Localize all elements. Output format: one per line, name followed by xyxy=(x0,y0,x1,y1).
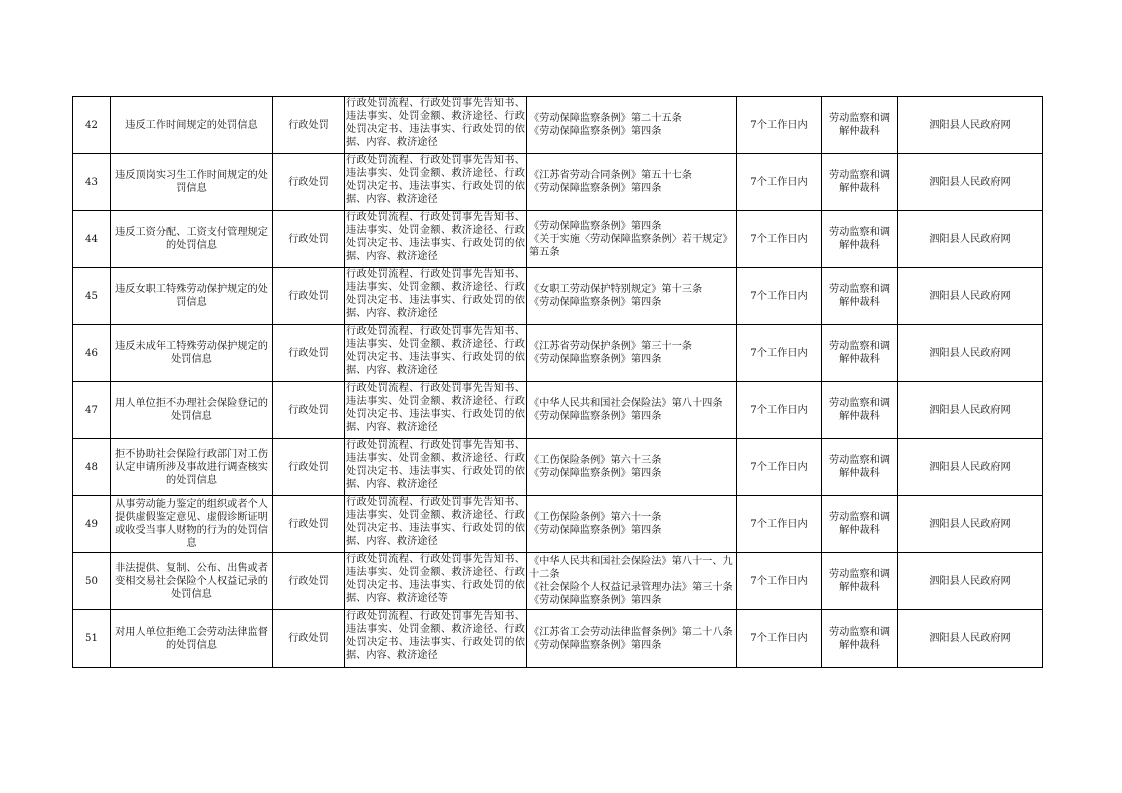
legal-basis-line: 《女职工劳动保护特别规定》第十三条 xyxy=(529,284,703,295)
disclosure-content-text: 行政处罚流程、行政处罚事先告知书、违法事实、处罚金额、救济途径、行政处罚决定书、违法事实、行政处罚的依据、内容、救济途径 xyxy=(346,497,525,547)
item-name-cell: 违反工资分配、工资支付管理规定的处罚信息 xyxy=(111,211,273,268)
time-limit-cell: 7个工作日内 xyxy=(737,325,822,382)
department-cell: 劳动监察和调解仲裁科 xyxy=(822,610,898,668)
disclosure-content-cell xyxy=(345,496,527,553)
legal-basis-line: 《江苏省劳动合同条例》第五十七条 xyxy=(529,170,692,181)
disclosure-content-text: 行政处罚流程、行政处罚事先告知书、违法事实、处罚金额、救济途径、行政处罚决定书、违法事实、行政处罚的依据、内容、救济途径 xyxy=(346,383,525,433)
department-cell: 劳动监察和调解仲裁科 xyxy=(822,97,898,154)
disclosure-content-cell xyxy=(345,268,527,325)
legal-basis-line: 《劳动保障监察条例》第四条 xyxy=(529,126,662,137)
legal-basis-line: 《中华人民共和国社会保险法》第八十一、九十二条 xyxy=(529,556,733,580)
time-limit-cell: 7个工作日内 xyxy=(737,553,822,610)
item-type-cell: 行政处罚 xyxy=(273,325,345,382)
legal-basis-cell xyxy=(527,97,737,154)
legal-basis-cell xyxy=(527,382,737,439)
disclosure-content-cell xyxy=(345,382,527,439)
time-limit-cell: 7个工作日内 xyxy=(737,439,822,496)
time-limit-cell: 7个工作日内 xyxy=(737,496,822,553)
disclosure-content-text: 行政处罚流程、行政处罚事先告知书、违法事实、处罚金额、救济途径、行政处罚决定书、违法事实、行政处罚的依据、内容、救济途径 xyxy=(346,269,525,319)
channel-cell: 泗阳县人民政府网 xyxy=(898,382,1043,439)
table-row xyxy=(73,268,1043,325)
item-type-cell: 行政处罚 xyxy=(273,610,345,668)
row-number-cell: 44 xyxy=(73,211,111,268)
table-row xyxy=(73,211,1043,268)
disclosure-content-text: 行政处罚流程、行政处罚事先告知书、违法事实、处罚金额、救济途径、行政处罚决定书、违法事实、行政处罚的依据、内容、救济途径 xyxy=(346,611,525,661)
channel-cell: 泗阳县人民政府网 xyxy=(898,496,1043,553)
department-cell: 劳动监察和调解仲裁科 xyxy=(822,382,898,439)
legal-basis-cell xyxy=(527,154,737,211)
legal-basis-line: 《江苏省工会劳动法律监督条例》第二十八条 xyxy=(529,626,733,638)
row-number-cell: 51 xyxy=(73,610,111,668)
item-name-cell: 拒不协助社会保险行政部门对工伤认定申请所涉及事故进行调查核实的处罚信息 xyxy=(111,439,273,496)
row-number-cell: 43 xyxy=(73,154,111,211)
item-name-cell: 用人单位拒不办理社会保险登记的处罚信息 xyxy=(111,382,273,439)
disclosure-content-text: 行政处罚流程、行政处罚事先告知书、违法事实、处罚金额、救济途径、行政处罚决定书、违法事实、行政处罚的依据、内容、救济途径 xyxy=(346,155,525,205)
department-cell: 劳动监察和调解仲裁科 xyxy=(822,553,898,610)
disclosure-content-text: 行政处罚流程、行政处罚事先告知书、违法事实、处罚金额、救济途径、行政处罚决定书、违法事实、行政处罚的依据、内容、救济途径 xyxy=(346,212,525,262)
disclosure-table-page xyxy=(72,96,1042,668)
disclosure-content-cell xyxy=(345,211,527,268)
item-type-cell: 行政处罚 xyxy=(273,268,345,325)
legal-basis-cell xyxy=(527,553,737,610)
table-row xyxy=(73,496,1043,553)
channel-cell: 泗阳县人民政府网 xyxy=(898,553,1043,610)
channel-cell: 泗阳县人民政府网 xyxy=(898,610,1043,668)
disclosure-content-cell xyxy=(345,610,527,668)
legal-basis-line: 《劳动保障监察条例》第四条 xyxy=(529,354,662,365)
disclosure-content-text: 行政处罚流程、行政处罚事先告知书、违法事实、处罚金额、救济途径、行政处罚决定书、违法事实、行政处罚的依据、内容、救济途径 xyxy=(346,98,525,148)
table-row xyxy=(73,610,1043,668)
item-type-cell: 行政处罚 xyxy=(273,97,345,154)
row-number-cell: 48 xyxy=(73,439,111,496)
row-number-cell: 42 xyxy=(73,97,111,154)
legal-basis-cell xyxy=(527,268,737,325)
row-number-cell: 46 xyxy=(73,325,111,382)
item-type-cell: 行政处罚 xyxy=(273,382,345,439)
time-limit-cell: 7个工作日内 xyxy=(737,154,822,211)
disclosure-content-cell xyxy=(345,154,527,211)
row-number-cell: 50 xyxy=(73,553,111,610)
legal-basis-line: 《劳动保障监察条例》第四条 xyxy=(529,595,662,606)
department-cell: 劳动监察和调解仲裁科 xyxy=(822,268,898,325)
legal-basis-cell xyxy=(527,325,737,382)
item-type-cell: 行政处罚 xyxy=(273,439,345,496)
channel-cell: 泗阳县人民政府网 xyxy=(898,439,1043,496)
item-name-cell: 违反未成年工特殊劳动保护规定的处罚信息 xyxy=(111,325,273,382)
disclosure-content-cell xyxy=(345,439,527,496)
item-type-cell: 行政处罚 xyxy=(273,553,345,610)
channel-cell: 泗阳县人民政府网 xyxy=(898,325,1043,382)
department-cell: 劳动监察和调解仲裁科 xyxy=(822,439,898,496)
legal-basis-line: 《江苏省劳动保护条例》第三十一条 xyxy=(529,341,692,352)
legal-basis-cell xyxy=(527,211,737,268)
disclosure-content-cell xyxy=(345,325,527,382)
disclosure-content-text: 行政处罚流程、行政处罚事先告知书、违法事实、处罚金额、救济途径、行政处罚决定书、违法事实、行政处罚的依据、内容、救济途径等 xyxy=(346,554,525,604)
channel-cell: 泗阳县人民政府网 xyxy=(898,97,1043,154)
row-number-cell: 45 xyxy=(73,268,111,325)
time-limit-cell: 7个工作日内 xyxy=(737,97,822,154)
table-row xyxy=(73,97,1043,154)
legal-basis-line: 《劳动保障监察条例》第二十五条 xyxy=(529,113,682,124)
legal-basis-line: 《劳动保障监察条例》第四条 xyxy=(529,297,662,308)
legal-basis-line: 《工伤保险条例》第六十三条 xyxy=(529,455,662,466)
channel-cell: 泗阳县人民政府网 xyxy=(898,268,1043,325)
legal-basis-cell xyxy=(527,439,737,496)
disclosure-content-cell xyxy=(345,97,527,154)
department-cell: 劳动监察和调解仲裁科 xyxy=(822,211,898,268)
item-type-cell: 行政处罚 xyxy=(273,154,345,211)
legal-basis-line: 《劳动保障监察条例》第四条 xyxy=(529,639,662,651)
disclosure-table xyxy=(72,96,1043,668)
disclosure-content-text: 行政处罚流程、行政处罚事先告知书、违法事实、处罚金额、救济途径、行政处罚决定书、违法事实、行政处罚的依据、内容、救济途径 xyxy=(346,440,525,490)
legal-basis-line: 《关于实施〈劳动保障监察条例〉若干规定》第五条 xyxy=(529,233,733,258)
item-type-cell: 行政处罚 xyxy=(273,211,345,268)
legal-basis-line: 《劳动保障监察条例》第四条 xyxy=(529,525,662,536)
item-name-cell: 非法提供、复制、公布、出售或者变相交易社会保险个人权益记录的处罚信息 xyxy=(111,553,273,610)
table-row xyxy=(73,154,1043,211)
table-row xyxy=(73,553,1043,610)
table-row xyxy=(73,439,1043,496)
item-name-cell: 对用人单位拒绝工会劳动法律监督的处罚信息 xyxy=(111,610,273,668)
time-limit-cell: 7个工作日内 xyxy=(737,268,822,325)
disclosure-content-text: 行政处罚流程、行政处罚事先告知书、违法事实、处罚金额、救济途径、行政处罚决定书、违法事实、行政处罚的依据、内容、救济途径 xyxy=(346,326,525,376)
department-cell: 劳动监察和调解仲裁科 xyxy=(822,496,898,553)
legal-basis-line: 《社会保险个人权益记录管理办法》第三十条 xyxy=(529,582,733,593)
item-name-cell: 违反顶岗实习生工作时间规定的处罚信息 xyxy=(111,154,273,211)
time-limit-cell: 7个工作日内 xyxy=(737,211,822,268)
legal-basis-line: 《劳动保障监察条例》第四条 xyxy=(529,411,662,422)
legal-basis-line: 《劳动保障监察条例》第四条 xyxy=(529,468,662,479)
time-limit-cell: 7个工作日内 xyxy=(737,610,822,668)
disclosure-content-cell xyxy=(345,553,527,610)
legal-basis-line: 《劳动保障监察条例》第四条 xyxy=(529,220,662,232)
channel-cell: 泗阳县人民政府网 xyxy=(898,211,1043,268)
legal-basis-line: 《中华人民共和国社会保险法》第八十四条 xyxy=(529,398,723,409)
item-type-cell: 行政处罚 xyxy=(273,496,345,553)
time-limit-cell: 7个工作日内 xyxy=(737,382,822,439)
item-name-cell: 违反女职工特殊劳动保护规定的处罚信息 xyxy=(111,268,273,325)
department-cell: 劳动监察和调解仲裁科 xyxy=(822,325,898,382)
table-row xyxy=(73,382,1043,439)
item-name-cell: 违反工作时间规定的处罚信息 xyxy=(111,97,273,154)
legal-basis-cell xyxy=(527,610,737,668)
row-number-cell: 49 xyxy=(73,496,111,553)
legal-basis-line: 《劳动保障监察条例》第四条 xyxy=(529,183,662,194)
legal-basis-cell xyxy=(527,496,737,553)
item-name-cell: 从事劳动能力鉴定的组织或者个人提供虚假鉴定意见、虚假诊断证明或收受当事人财物的行为的处罚信息 xyxy=(111,496,273,553)
department-cell: 劳动监察和调解仲裁科 xyxy=(822,154,898,211)
channel-cell: 泗阳县人民政府网 xyxy=(898,154,1043,211)
legal-basis-line: 《工伤保险条例》第六十一条 xyxy=(529,512,662,523)
row-number-cell: 47 xyxy=(73,382,111,439)
table-row xyxy=(73,325,1043,382)
